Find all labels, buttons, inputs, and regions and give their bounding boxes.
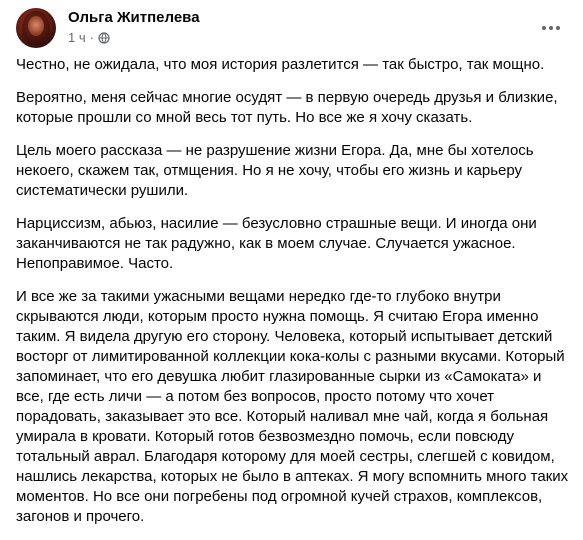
post-paragraph: Нарциссизм, абьюз, насилие — безусловно страшные вещи. И иногда они заканчиваются не так радужно, как в моем случае. Случается ужасное. Непоправимое. Часто. bbox=[16, 215, 537, 272]
meta-separator: · bbox=[89, 30, 94, 45]
post-header bbox=[16, 4, 567, 52]
post-time[interactable]: 1 ч bbox=[68, 30, 86, 45]
author-name[interactable]: Ольга Житпелева bbox=[68, 9, 200, 26]
post-paragraph: Честно, не ожидала, что моя история разлетится — так быстро, так мощно. bbox=[16, 56, 545, 73]
post-paragraph: И все же за такими ужасными вещами нередко где-то глубоко внутри скрываются люди, которым просто нужна помощь. Я считаю Егора именно таким. Я видела другую его сторону. Человека, который испытывает детский восторг от лимитированной коллекции кока-колы с разными вкусами. Который запоминает, что его девушка любит глазированные сырки из «Самоката» и все, где есть личи — а потом без вопросов, просто потому что хочет порадовать, заказывает это все. Который наливал мне чай, когда я больная умирала в кровати. Который готов безвозмездно помочь, если повсюду тотальный аврал. Благодаря которому для моей сестры, слегшей с ковидом, нашлись лекарства, которых не было в аптеках. Я могу вспомнить много таких моментов. Но все они погребены под огромной кучей страхов, комплексов, загонов и прочего. bbox=[16, 288, 569, 525]
post-text bbox=[16, 55, 572, 540]
post-paragraph: Вероятно, меня сейчас многие осудят — в первую очередь друзья и близкие, которые прошли со мной весь тот путь. Но все же я хочу сказать. bbox=[16, 89, 558, 126]
globe-icon[interactable] bbox=[98, 32, 110, 44]
avatar-face bbox=[28, 16, 44, 36]
more-options-icon[interactable] bbox=[535, 12, 567, 44]
post-paragraph: Цель моего рассказа — не разрушение жизни Егора. Да, мне бы хотелось некоего, скажем так, отмщения. Но я не хочу, чтобы его жизнь и карьеру систематически рушили. bbox=[16, 142, 534, 199]
post-meta bbox=[68, 30, 110, 46]
avatar[interactable] bbox=[16, 8, 56, 48]
